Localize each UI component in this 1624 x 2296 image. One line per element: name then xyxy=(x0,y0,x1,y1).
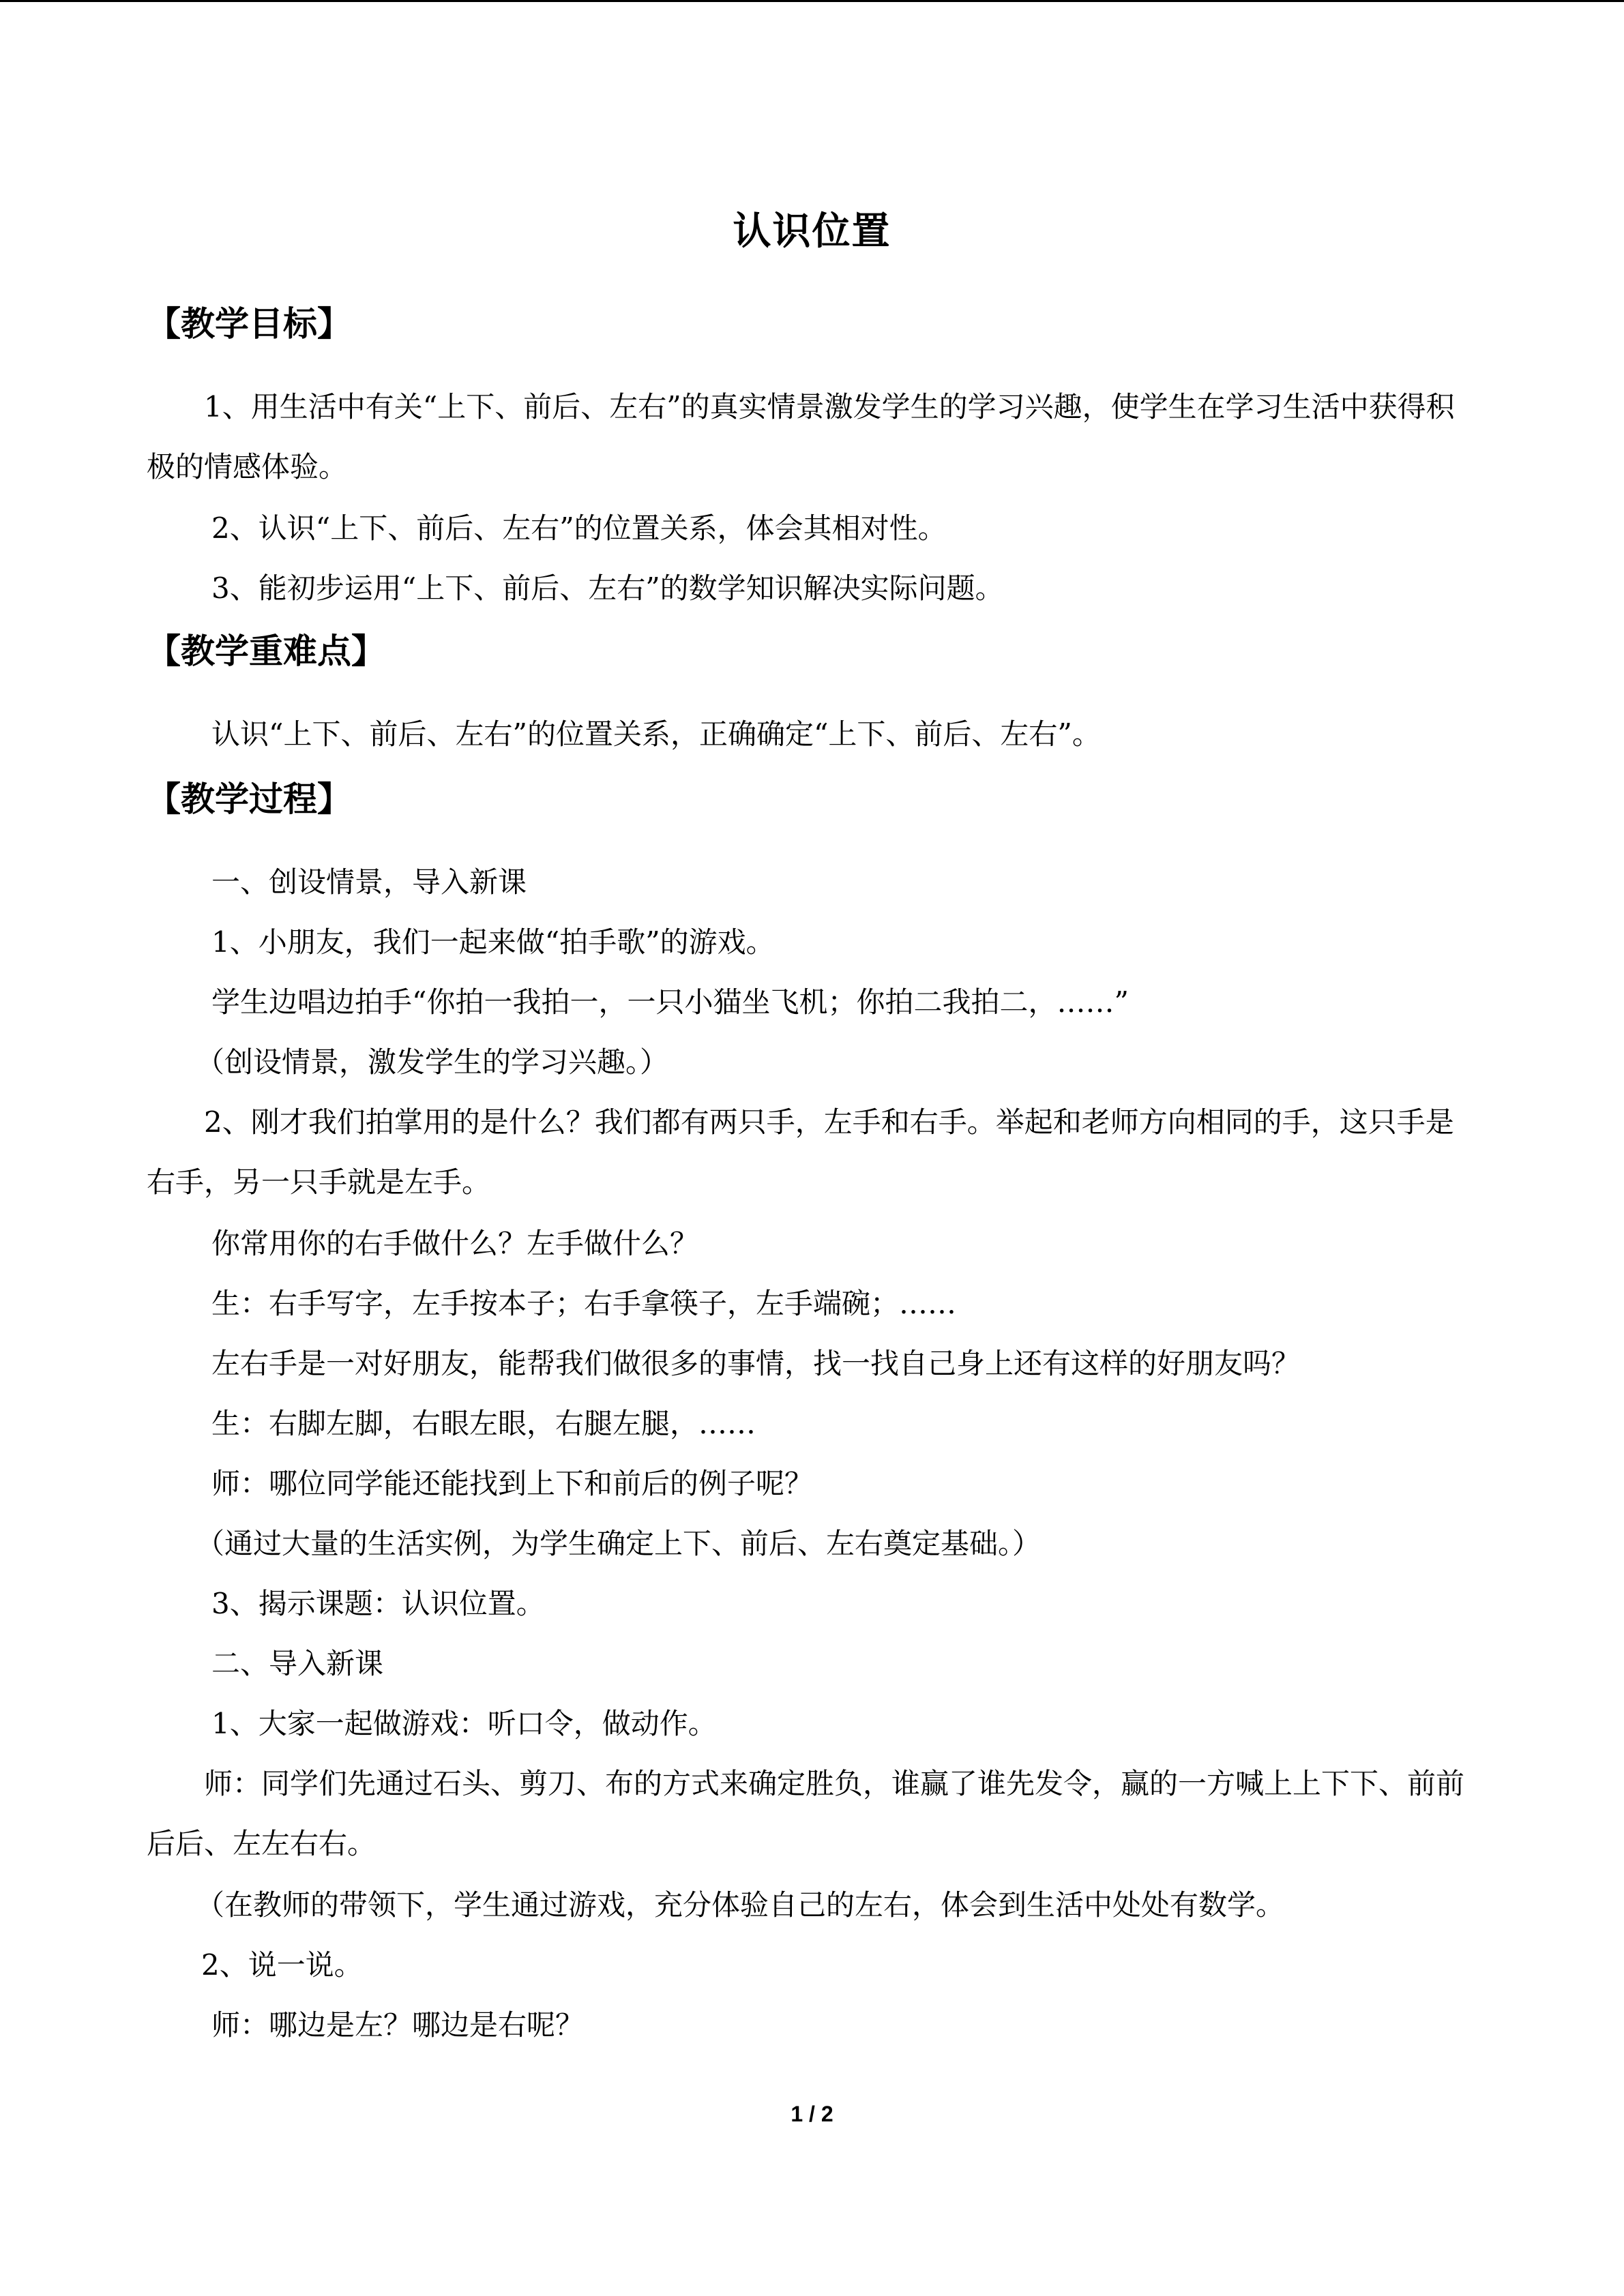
process-line: 生：右脚左脚，右眼左眼，右腿左腿，…… xyxy=(211,1407,756,1440)
key-points-text: 认识“上下、前后、左右”的位置关系，正确确定“上下、前后、左右”。 xyxy=(211,717,1101,751)
process-line: 你常用你的右手做什么？左手做什么？ xyxy=(211,1227,699,1260)
process-line: 师：哪边是左？哪边是右呢？ xyxy=(211,2008,585,2042)
process-line: 一、创设情景，导入新课 xyxy=(211,865,527,899)
process-line: 学生边唱边拍手“你拍一我拍一，一只小猫坐飞机；你拍二我拍二，……” xyxy=(211,985,1129,1019)
process-line: 1、大家一起做游戏：听口令，做动作。 xyxy=(211,1707,717,1740)
goal-item-1: 1、用生活中有关“上下、前后、左右”的真实情景激发学生的学习兴趣，使学生在学习生活中获得积极的情感体验。 xyxy=(147,390,1455,483)
process-line: 二、导入新课 xyxy=(211,1647,384,1680)
process-line: （通过大量的生活实例，为学生确定上下、前后、左右奠定基础。） xyxy=(196,1527,1042,1560)
goal-item-3: 3、能初步运用“上下、前后、左右”的数学知识解决实际问题。 xyxy=(211,571,1004,605)
process-line: 师：同学们先通过石头、剪刀、布的方式来确定胜负，谁赢了谁先发令，赢的一方喊上上下下、前前后后、左左右右。 xyxy=(147,1767,1465,1860)
page-number: 1 / 2 xyxy=(791,2102,833,2126)
process-line: 生：右手写字，左手按本子；右手拿筷子，左手端碗；…… xyxy=(211,1287,957,1320)
process-line: 3、揭示课题：认识位置。 xyxy=(211,1587,545,1620)
heading-key-difficult-points: 【教学重难点】 xyxy=(147,631,385,671)
process-line: 师：哪位同学能还能找到上下和前后的例子呢？ xyxy=(211,1467,814,1500)
heading-teaching-goals: 【教学目标】 xyxy=(147,304,351,344)
document-title: 认识位置 xyxy=(733,209,891,254)
process-line: 1、小朋友，我们一起来做“拍手歌”的游戏。 xyxy=(211,925,775,959)
process-line: 2、刚才我们拍掌用的是什么？我们都有两只手，左手和右手。举起和老师方向相同的手，这只手是右手，另一只手就是左手。 xyxy=(147,1105,1454,1199)
goal-item-2: 2、认识“上下、前后、左右”的位置关系，体会其相对性。 xyxy=(211,511,947,545)
process-line: （创设情景，激发学生的学习兴趣。） xyxy=(196,1045,669,1079)
process-line: （在教师的带领下，学生通过游戏，充分体验自己的左右，体会到生活中处处有数学。 xyxy=(196,1888,1285,1922)
process-line: 2、说一说。 xyxy=(201,1948,363,1982)
heading-teaching-process: 【教学过程】 xyxy=(147,779,351,819)
process-line: 左右手是一对好朋友，能帮我们做很多的事情，找一找自己身上还有这样的好朋友吗？ xyxy=(211,1347,1301,1380)
